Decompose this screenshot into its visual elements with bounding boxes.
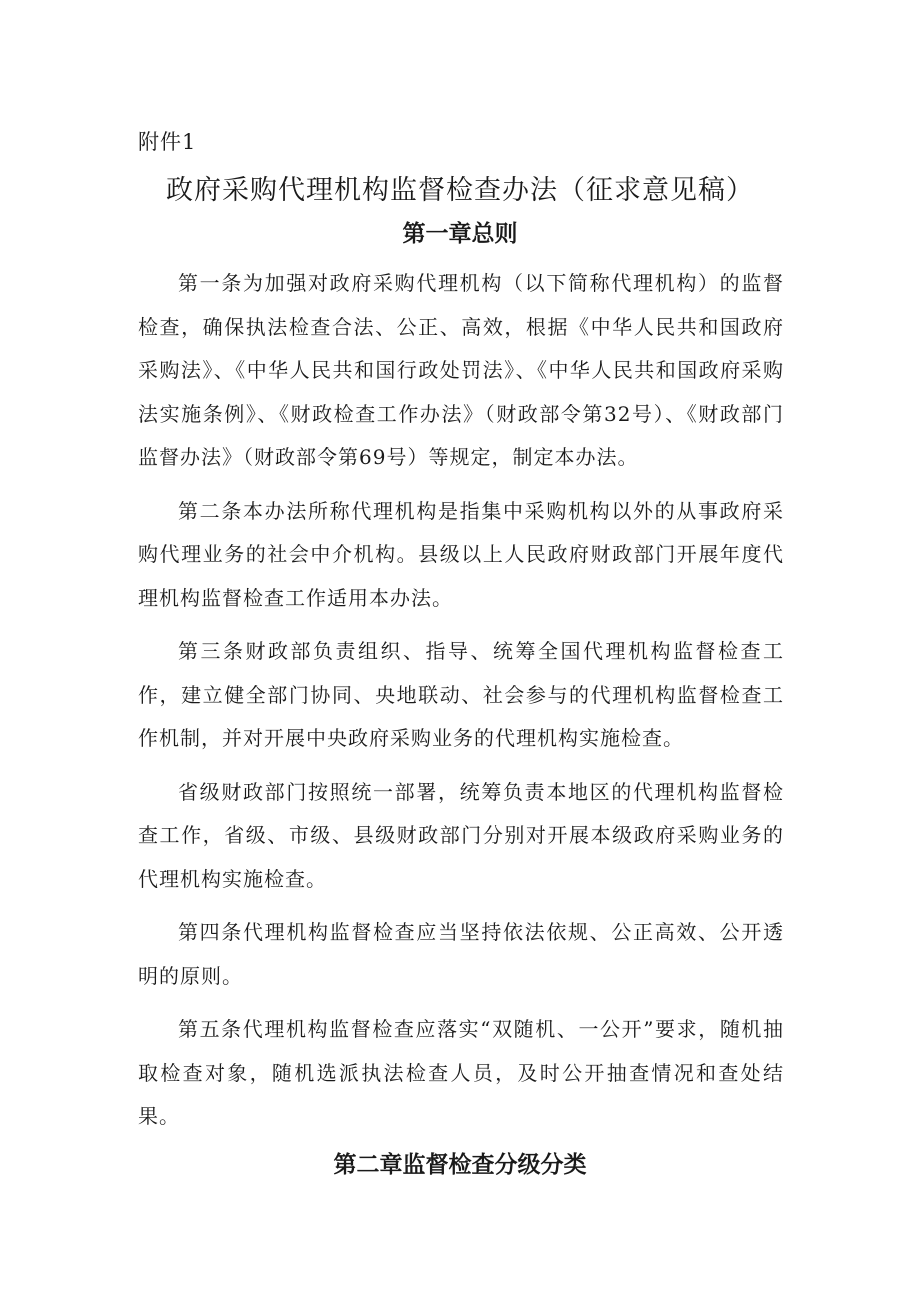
article-5-paragraph: 第五条代理机构监督检查应落实“双随机、一公开”要求，随机抽取检查对象，随机选派执法检查人员，及时公开抽查情况和查处结果。	[138, 1017, 784, 1128]
chapter-1-body	[138, 262, 784, 1149]
provincial-paragraph: 省级财政部门按照统一部署，统筹负责本地区的代理机构监督检查工作，省级、市级、县级财政部门分别对开展本级政府采购业务的代理机构实施检查。	[138, 779, 784, 891]
chapter-1-title: 第一章总则	[402, 221, 518, 247]
document-title: 政府采购代理机构监督检查办法（征求意见稿）	[166, 175, 754, 206]
article-2-paragraph: 第二条本办法所称代理机构是指集中采购机构以外的从事政府采购代理业务的社会中介机构。县级以上人民政府财政部门开展年度代理机构监督检查工作适用本办法。	[138, 498, 784, 610]
article-4-paragraph: 第四条代理机构监督检查应当坚持依法依规、公正高效、公开透明的原则。	[138, 920, 784, 988]
chapter-2-title: 第二章监督检查分级分类	[333, 1152, 587, 1178]
article-1-paragraph: 第一条为加强对政府采购代理机构（以下简称代理机构）的监督检查，确保执法检查合法、公正、高效，根据《中华人民共和国政府采购法》、《中华人民共和国行政处罚法》、《中华人民共和国政府采购法实施条例》、《财政检查工作办法》（财政部令第32号）、《财政部门监督办法》（财政部令第69号）等规定，制定本办法。	[138, 271, 784, 469]
attachment-label: 附件1	[138, 130, 197, 154]
article-3-paragraph: 第三条财政部负责组织、指导、统筹全国代理机构监督检查工作，建立健全部门协同、央地联动、社会参与的代理机构监督检查工作机制，并对开展中央政府采购业务的代理机构实施检查。	[138, 639, 784, 750]
